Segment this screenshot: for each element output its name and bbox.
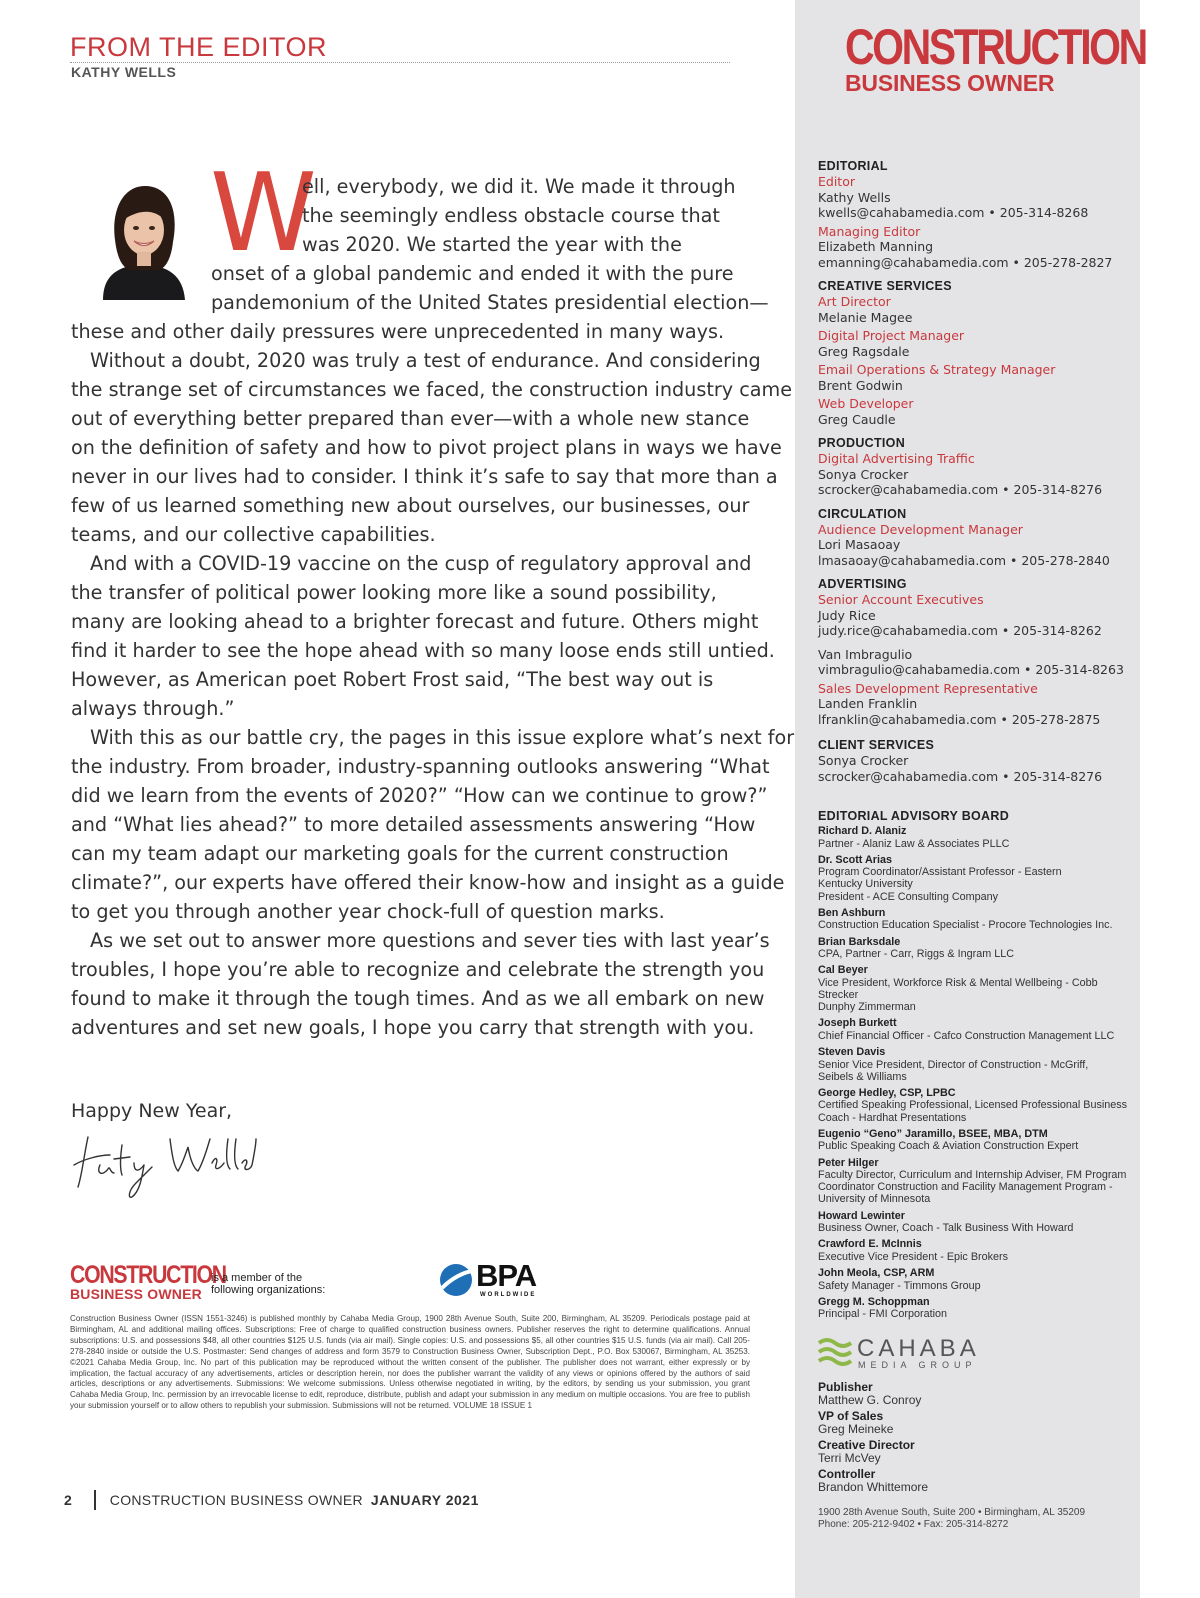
letter-line: these and other daily pressures were unprecedented in many ways. bbox=[71, 320, 725, 343]
letter-line: troubles, I hope you’re able to recognize and celebrate the strength you bbox=[71, 958, 765, 981]
board-member bbox=[818, 1087, 1138, 1124]
header-divider bbox=[70, 62, 730, 63]
board-member bbox=[818, 1046, 1138, 1083]
board-member bbox=[818, 1017, 1138, 1042]
letter-line: on the definition of safety and how to pivot project plans in ways we have bbox=[71, 436, 782, 459]
board-member-name: Eugenio “Geno” Jaramillo, BSEE, MBA, DTM bbox=[818, 1127, 1048, 1140]
board-member-desc: Business Owner, Coach - Talk Business With Howard bbox=[818, 1222, 1074, 1235]
board-member-desc: Construction Education Specialist - Procore Technologies Inc. bbox=[818, 919, 1113, 932]
letter-line: With this as our battle cry, the pages in this issue explore what’s next for bbox=[90, 726, 795, 749]
cbo-logo bbox=[845, 19, 1146, 97]
masthead-role: Sales Development Representative bbox=[818, 680, 1038, 696]
letter-line: can my team adapt our marketing goals for the current construction bbox=[71, 842, 729, 865]
bpa-logo bbox=[438, 1258, 548, 1307]
letter-line: Without a doubt, 2020 was truly a test of endurance. And considering bbox=[90, 349, 761, 372]
masthead-heading: ADVERTISING bbox=[818, 577, 907, 591]
letter-line: did we learn from the events of 2020?” “How can we continue to grow?” bbox=[71, 784, 768, 807]
signature-image bbox=[70, 1125, 260, 1205]
letter-line: few of us learned something new about ourselves, our businesses, our bbox=[71, 494, 750, 517]
board-member-desc: University of Minnesota bbox=[818, 1193, 931, 1206]
board-member bbox=[818, 825, 1138, 850]
letter-line: to get you through another year chock-full of question marks. bbox=[71, 900, 665, 923]
board-member bbox=[818, 936, 1138, 961]
letter-line: teams, and our collective capabilities. bbox=[71, 523, 436, 546]
board-member-desc: Seibels & Williams bbox=[818, 1070, 907, 1083]
board-member-name: Gregg M. Schoppman bbox=[818, 1295, 930, 1308]
letter-line: found to make it through the tough times. And as we all embark on new bbox=[71, 987, 765, 1010]
board-member-desc: CPA, Partner - Carr, Riggs & Ingram LLC bbox=[818, 948, 1015, 961]
cahaba-logo-name: CAHABA bbox=[857, 1335, 980, 1362]
letter-line: onset of a global pandemic and ended it with the pure bbox=[211, 262, 734, 285]
board-member-desc: Public Speaking Coach & Aviation Construction Expert bbox=[818, 1140, 1079, 1153]
letter-line: the seemingly endless obstacle course that bbox=[302, 204, 720, 227]
editor-photo bbox=[93, 180, 193, 300]
legal-notice: Construction Business Owner (ISSN 1551-3246) is published monthly by Cahaba Media Group, 1900 28th Avenue South, Suite 200, Birmingham, AL 35209. Periodicals postage paid at Birmingham, AL and additional mailing offices. Subscriptions: Free of charge to qualified construction business owners. Publisher reserves the right to determine qualifications. Annual subscriptions: U.S. and possessions $48, all other countries $125 U.S. funds (via air mail). Single copies: U.S. and possessions $5, all other countries $15 U.S. funds (via air mail). Call 205-278-2840 inside or outside the U.S. Postmaster: Send changes of address and form 3579 to Construction Business Owner, Subscription Dept., P.O. Box 530067, Birmingham, AL 35253. ©2021 Cahaba Media Group, Inc. No part of this publication may be reproduced without the written consent of the publisher. The publisher does not warrant, either expressly or by implication, the factual accuracy of any advertisements, articles or description herein, nor does the publisher warrant the validity of any views or opinions offered by the authors of said articles, descriptions or any advertisements. Submissions: We welcome submissions. Unless otherwise negotiated in writing, by the editors, by sending us your submission, you grant Cahaba Media Group, Inc. permission by an irrevocable license to edit, reproduce, distribute, publish and adapt your submission in any medium on multiple occasions. You are free to publish your submission yourself or to allow others to republish your submission. Submissions will not be returned. VOLUME 18 ISSUE 1 bbox=[70, 1314, 750, 1411]
section-title: FROM THE EDITOR bbox=[70, 32, 328, 62]
masthead-role: Web Developer bbox=[818, 396, 914, 411]
board-member-desc: Coach - Hardhat Presentations bbox=[818, 1111, 967, 1124]
board-member-name: Steven Davis bbox=[818, 1046, 886, 1059]
letter-line: pandemonium of the United States presidential election— bbox=[211, 291, 769, 314]
letter-line: As we set out to answer more questions and sever ties with last year’s bbox=[90, 929, 770, 952]
board-member bbox=[818, 1128, 1138, 1153]
board-member-name: Peter Hilger bbox=[818, 1156, 879, 1169]
masthead-contact: lmasaoay@cahabamedia.com • 205-278-2840 bbox=[818, 552, 1110, 568]
footer-divider bbox=[94, 1490, 96, 1510]
board-member-name: Richard D. Alaniz bbox=[818, 825, 907, 837]
masthead-name: Lori Masaoay bbox=[818, 537, 901, 552]
masthead-role: Senior Account Executives bbox=[818, 592, 984, 607]
board-member-name: Brian Barksdale bbox=[818, 935, 901, 948]
staff-name: Brandon Whittemore bbox=[818, 1480, 929, 1494]
masthead-contact: judy.rice@cahabamedia.com • 205-314-8262 bbox=[818, 623, 1102, 638]
masthead-contact: scrocker@cahabamedia.com • 205-314-8276 bbox=[818, 768, 1103, 784]
cbo-logo-small-line1: CONSTRUCTION bbox=[70, 1261, 226, 1289]
board-member-desc: Faculty Director, Curriculum and Internship Adviser, FM Program bbox=[818, 1169, 1127, 1182]
footer-issue: JANUARY 2021 bbox=[370, 1492, 479, 1508]
staff-name: Matthew G. Conroy bbox=[818, 1393, 922, 1407]
letter-line: the transfer of political power looking more like a sound possibility, bbox=[71, 581, 717, 604]
staff-title: Creative Director bbox=[818, 1438, 915, 1452]
cbo-logo-small-line2: BUSINESS OWNER bbox=[70, 1286, 202, 1302]
board-member-name: George Hedley, CSP, LPBC bbox=[818, 1086, 956, 1099]
board-member-desc: Chief Financial Officer - Cafco Construction Management LLC bbox=[818, 1029, 1115, 1042]
staff-title: Controller bbox=[818, 1467, 876, 1481]
masthead-role: Art Director bbox=[818, 294, 891, 309]
masthead-name: Melanie Magee bbox=[818, 309, 913, 325]
letter-line: adventures and set new goals, I hope you carry that strength with you. bbox=[71, 1016, 755, 1039]
cbo-logo-line1: CONSTRUCTION bbox=[845, 19, 1146, 75]
page-number: 2 bbox=[64, 1492, 72, 1508]
masthead-name: Sonya Crocker bbox=[818, 466, 909, 482]
letter-line: always through.” bbox=[71, 697, 235, 720]
masthead-name: Judy Rice bbox=[818, 607, 876, 623]
masthead-name: Greg Caudle bbox=[818, 411, 896, 427]
letter-line: And with a COVID-19 vaccine on the cusp of regulatory approval and bbox=[90, 552, 752, 575]
board-member bbox=[818, 1238, 1138, 1263]
masthead-name: Brent Godwin bbox=[818, 377, 903, 393]
board-member-desc: President - ACE Consulting Company bbox=[818, 890, 999, 903]
masthead-heading: EDITORIAL bbox=[818, 159, 888, 173]
board-member-name: Crawford E. McInnis bbox=[818, 1238, 922, 1251]
cahaba-logo-sub: MEDIA GROUP bbox=[858, 1360, 977, 1370]
masthead-role: Digital Project Manager bbox=[818, 328, 965, 343]
masthead-name: Kathy Wells bbox=[818, 189, 891, 205]
staff-title: Publisher bbox=[818, 1380, 873, 1394]
masthead-role: Managing Editor bbox=[818, 223, 921, 239]
masthead-contact: kwells@cahabamedia.com • 205-314-8268 bbox=[818, 205, 1089, 220]
masthead-list bbox=[818, 150, 1138, 784]
masthead-role: Email Operations & Strategy Manager bbox=[818, 362, 1056, 377]
board-member bbox=[818, 964, 1138, 1013]
board-member bbox=[818, 1296, 1138, 1321]
masthead-heading: CIRCULATION bbox=[818, 506, 907, 521]
board-member-desc: Vice President, Workforce Risk & Mental Wellbeing - Cobb Strecker bbox=[818, 976, 1098, 1001]
staff-name: Greg Meineke bbox=[818, 1422, 894, 1436]
staff-title: VP of Sales bbox=[818, 1409, 884, 1423]
board-member-desc: Kentucky University bbox=[818, 878, 913, 891]
letter-line: climate?”, our experts have offered their know-how and insight as a guide bbox=[71, 871, 785, 894]
board-heading: EDITORIAL ADVISORY BOARD bbox=[818, 809, 1010, 823]
drop-cap: W bbox=[210, 151, 317, 276]
bpa-logo-text: BPA bbox=[476, 1258, 537, 1293]
cbo-logo-line2: BUSINESS OWNER bbox=[845, 70, 1055, 96]
letter-line: was 2020. We started the year with the bbox=[302, 233, 682, 256]
page-footer bbox=[64, 1490, 479, 1510]
board-member-name: Dr. Scott Arias bbox=[818, 853, 893, 866]
masthead-name: Elizabeth Manning bbox=[818, 239, 934, 254]
board-member-name: Ben Ashburn bbox=[818, 906, 886, 919]
publisher-staff bbox=[818, 1378, 1118, 1494]
letter-line: ell, everybody, we did it. We made it through bbox=[302, 175, 736, 198]
author-name: KATHY WELLS bbox=[71, 64, 177, 80]
letter-line: many are looking ahead to a brighter forecast and future. Others might bbox=[71, 610, 759, 633]
closing-line: Happy New Year, bbox=[71, 1100, 233, 1122]
masthead-heading: CLIENT SERVICES bbox=[818, 738, 935, 752]
masthead-role: Editor bbox=[818, 174, 855, 189]
board-member-desc: Certified Speaking Professional, Licensed Professional Business bbox=[818, 1099, 1128, 1112]
masthead-name: Van Imbragulio bbox=[818, 646, 913, 662]
phone-line: Phone: 205-212-9402 • Fax: 205-314-8272 bbox=[818, 1519, 1009, 1530]
board-member bbox=[818, 854, 1138, 903]
board-member-name: John Meola, CSP, ARM bbox=[818, 1267, 935, 1280]
board-member-desc: Senior Vice President, Director of Construction - McGriff, bbox=[818, 1058, 1089, 1071]
letter-line: find it harder to see the hope ahead with so many loose ends still untied. bbox=[71, 639, 775, 662]
masthead-name: Landen Franklin bbox=[818, 696, 918, 711]
cbo-logo-small bbox=[70, 1261, 226, 1302]
board-member-desc: Executive Vice President - Epic Brokers bbox=[818, 1250, 1009, 1263]
masthead-role: Digital Advertising Traffic bbox=[818, 451, 975, 466]
board-member-name: Howard Lewinter bbox=[818, 1209, 905, 1222]
board-member bbox=[818, 1210, 1138, 1235]
board-member bbox=[818, 1267, 1138, 1292]
letter-line: However, as American poet Robert Frost said, “The best way out is bbox=[71, 668, 714, 691]
board-member-desc: Coordinator Construction and Facility Management Program - bbox=[818, 1181, 1113, 1194]
advisory-board bbox=[818, 808, 1138, 1320]
masthead-name: Sonya Crocker bbox=[818, 753, 909, 768]
address-line: 1900 28th Avenue South, Suite 200 • Birmingham, AL 35209 bbox=[818, 1507, 1086, 1518]
board-member-desc: Dunphy Zimmerman bbox=[818, 1001, 916, 1014]
membership-text: is a member of the following organizations: bbox=[211, 1272, 326, 1296]
board-member-desc: Program Coordinator/Assistant Professor - Eastern bbox=[818, 866, 1062, 879]
board-member-desc: Partner - Alaniz Law & Associates PLLC bbox=[818, 837, 1010, 850]
letter-line: the industry. From broader, industry-spanning outlooks answering “What bbox=[71, 755, 770, 778]
publisher-address bbox=[818, 1507, 1085, 1531]
letter-line: out of everything better prepared than ever—with a whole new stance bbox=[71, 407, 750, 430]
bpa-logo-subtext: WORLDWIDE bbox=[480, 1292, 537, 1298]
letter-line: never in our lives had to consider. I think it’s safe to say that more than a bbox=[71, 465, 778, 488]
masthead-name: Greg Ragsdale bbox=[818, 343, 910, 359]
board-member-desc: Principal - FMI Corporation bbox=[818, 1308, 948, 1321]
board-member-desc: Safety Manager - Timmons Group bbox=[818, 1279, 981, 1292]
masthead-role: Audience Development Manager bbox=[818, 521, 1023, 537]
masthead-heading: PRODUCTION bbox=[818, 436, 906, 450]
letter-line: the strange set of circumstances we faced, the construction industry came bbox=[71, 378, 793, 401]
masthead-contact: scrocker@cahabamedia.com • 205-314-8276 bbox=[818, 482, 1103, 497]
board-member-name: Cal Beyer bbox=[818, 964, 868, 977]
board-member bbox=[818, 1157, 1138, 1206]
board-member-name: Joseph Burkett bbox=[818, 1017, 897, 1030]
staff-name: Terri McVey bbox=[818, 1451, 881, 1465]
masthead-heading: CREATIVE SERVICES bbox=[818, 279, 952, 293]
footer-publication: CONSTRUCTION BUSINESS OWNER bbox=[109, 1492, 363, 1508]
masthead-contact: vimbragulio@cahabamedia.com • 205-314-8263 bbox=[818, 662, 1124, 677]
masthead-contact: lfranklin@cahabamedia.com • 205-278-2875 bbox=[818, 711, 1101, 727]
board-member bbox=[818, 907, 1138, 932]
letter-line: and “What lies ahead?” to more detailed assessments answering “How bbox=[71, 813, 756, 836]
masthead-contact: emanning@cahabamedia.com • 205-278-2827 bbox=[818, 254, 1113, 270]
